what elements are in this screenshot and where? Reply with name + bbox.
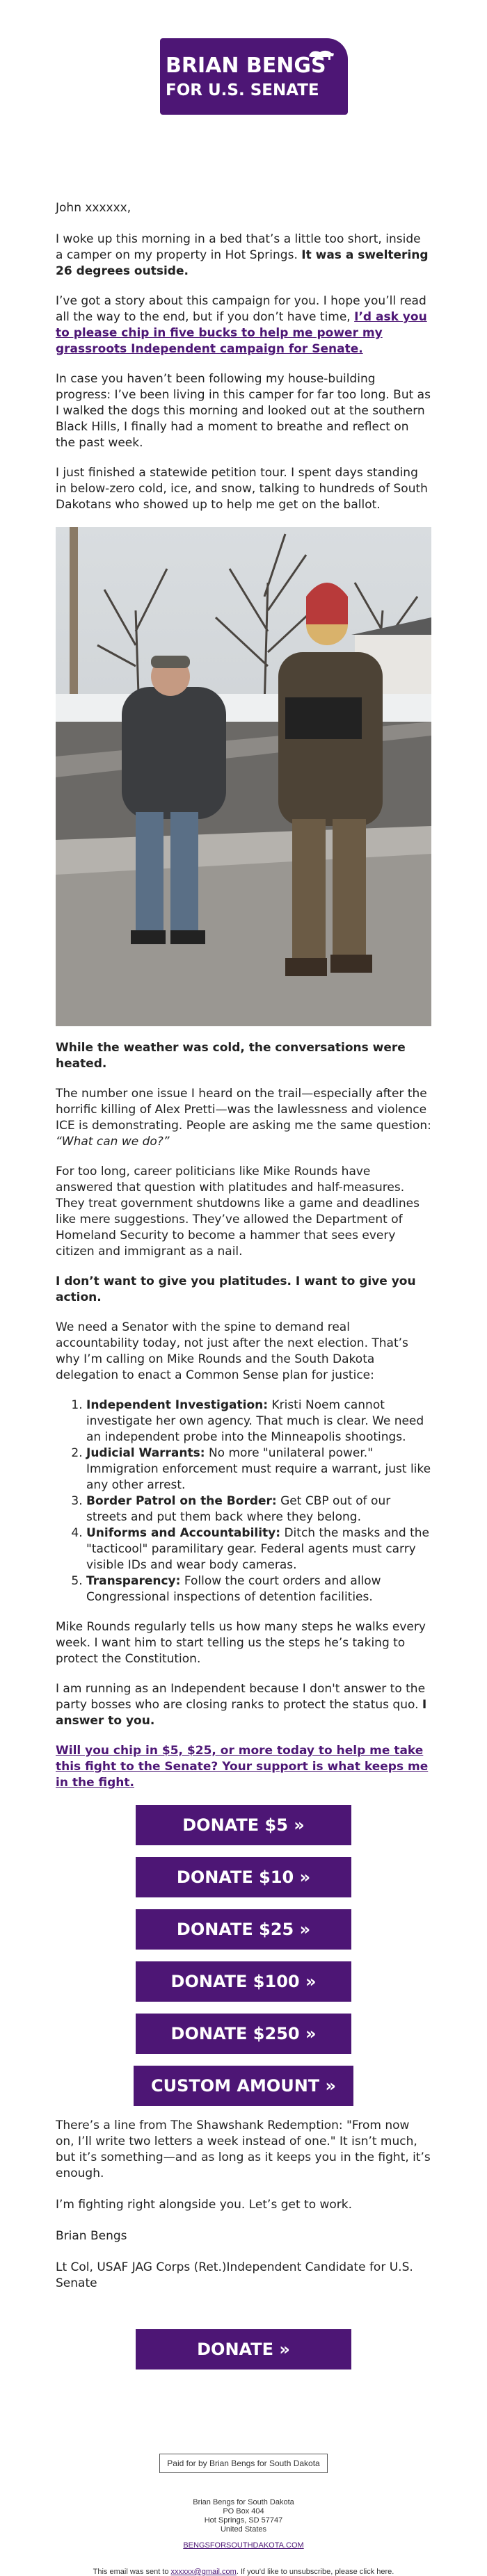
paragraph-progress: In case you haven’t been following my house-building progress: I’ve been living in this camper for far too long. But as I walked the dogs this morning and looked out at the southern Black Hills, I finally had a moment to breathe and reflect on the past week. (56, 372, 431, 450)
signature-title: Lt Col, USAF JAG Corps (Ret.)Independent Candidate for U.S. Senate (56, 2260, 413, 2290)
website-link[interactable]: BENGSFORSOUTHDAKOTA.COM (183, 2541, 304, 2550)
header (56, 0, 431, 125)
website-link-container (56, 2541, 431, 2550)
paragraph-intro: I woke up this morning in a bed that’s a little too short, inside a camper on my property in Hot Springs. It was a sweltering 26 degrees outside. (56, 232, 429, 278)
unsubscribe-notice: This email was sent to xxxxxx@gmail.com. If you'd like to unsubscribe, please click here. (93, 2568, 394, 2576)
signature: Brian Bengs (56, 2229, 127, 2243)
paragraph-tour: I just finished a statewide petition tour. I spent days standing in below-zero cold, ice, and snow, talking to hundreds of South Dakotans who showed up to help me get on the ballot. (56, 466, 428, 512)
chip-in-ask-link[interactable]: Will you chip in $5, $25, or more today to help me take this fight to the Senate? Your support is what keeps me in the fight. (56, 1744, 429, 1790)
custom-amount-button[interactable]: CUSTOM AMOUNT » (134, 2066, 353, 2106)
paragraph-story: I’ve got a story about this campaign for you. I hope you’ll read all the way to the end, but if you don’t have time, I’d ask you to please chip in five bucks to help me power my grassroots Independent campaign for Senate. (56, 294, 427, 356)
paragraph-steps: Mike Rounds regularly tells us how many steps he walks every week. I want him to start telling us the steps he’s taking to protect the Constitution. (56, 1620, 426, 1666)
photo-caption: While the weather was cold, the conversations were heated. (56, 1041, 406, 1071)
logo-name: BRIAN BENGS (166, 54, 326, 78)
list-item: 1. Independent Investigation: Kristi Noem cannot investigate her own agency. That much is clear. We need an independent probe into the Minneapolis shootings. (86, 1398, 431, 1445)
donate-25-button[interactable]: DONATE $25 » (136, 1909, 351, 1950)
list-item: 3. Border Patrol on the Border: Get CBP out of our streets and put them back where they belong. (86, 1493, 431, 1525)
paragraph-independent: I am running as an Independent because I don't answer to the party bosses who are closing ranks to protect the status quo. I answer to you. (56, 1682, 427, 1728)
paid-for-disclaimer: Paid for by Brian Bengs for South Dakota (159, 2454, 327, 2473)
signoff (56, 2118, 431, 2292)
chip-in-link[interactable]: I’d ask you to please chip in five bucks to help me power my grassroots Independent campaign for Senate. (56, 310, 427, 356)
donate-5-button[interactable]: DONATE $5 » (136, 1805, 351, 1845)
donate-10-button[interactable]: DONATE $10 » (136, 1857, 351, 1897)
logo-subtitle: FOR U.S. SENATE (166, 81, 319, 99)
mailing-address: Brian Bengs for South Dakota PO Box 404 Hot Springs, SD 57747 United States (193, 2498, 294, 2534)
paragraph-issue: The number one issue I heard on the trail—especially after the horrific killing of Alex Pretti—was the lawlessness and violence ICE is demonstrating. People are asking me the same question: “What can we do?” (56, 1087, 431, 1149)
paragraph-fighting: I’m fighting right alongside you. Let’s get to work. (56, 2198, 353, 2212)
paragraph-senator: We need a Senator with the spine to demand real accountability today, not just after the next election. That’s why I’m calling on Mike Rounds and the South Dakota delegation to enact a Common Sense plan for justice: (56, 1320, 408, 1382)
recipient-email-link[interactable]: xxxxxx@gmail.com (170, 2568, 237, 2576)
greeting: John xxxxxx, (56, 201, 131, 215)
list-item: 2. Judicial Warrants: No more "unilateral power." Immigration enforcement must require a warrant, just like any other arrest. (86, 1445, 431, 1493)
paragraph-shawshank: There’s a line from The Shawshank Redemption: "From now on, I’ll write two letters a week instead of one." It isn’t much, but it’s something—and as long as it keeps you in the fight, it’s enough. (56, 2119, 431, 2180)
donate-final-button[interactable]: DONATE » (136, 2329, 351, 2370)
list-item: 5. Transparency: Follow the court orders and allow Congressional inspections of detention facilities. (86, 1573, 431, 1605)
campaign-logo[interactable] (160, 38, 348, 115)
footer (56, 2381, 431, 2576)
paragraph-action: I don’t want to give you platitudes. I want to give you action. (56, 1274, 416, 1304)
plan-list (56, 1398, 431, 1605)
list-item: 4. Uniforms and Accountability: Ditch the masks and the "tacticool" paramilitary gear. Federal agents must carry visible IDs and wear body cameras. (86, 1525, 431, 1573)
campaign-photo (56, 527, 431, 1026)
donate-100-button[interactable]: DONATE $100 » (136, 1961, 351, 2002)
donate-250-button[interactable]: DONATE $250 » (136, 2014, 351, 2054)
email-body (56, 0, 431, 2576)
paragraph-career-politicians: For too long, career politicians like Mike Rounds have answered that question with platitudes and half-measures. They treat government shutdowns like a game and deadlines like mere suggestions. They’ve allowed the Department of Homeland Security to become a hammer that sees every citizen and immigrant as a nail. (56, 1165, 420, 1258)
donate-buttons (56, 1805, 431, 2106)
paragraph-ask (56, 1743, 431, 1791)
